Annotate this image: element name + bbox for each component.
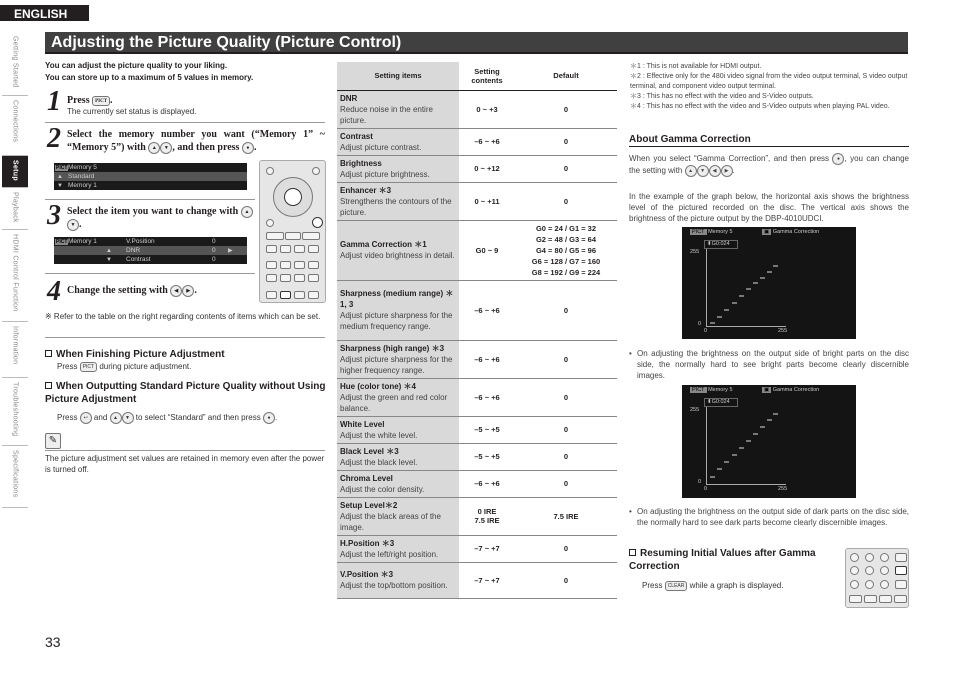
setting-item-cell bbox=[337, 340, 459, 378]
setting-name: V.Position ＊3 bbox=[340, 570, 394, 579]
default-line: G4 = 80 / G5 = 96 bbox=[535, 245, 597, 255]
step-1-text: Press PICT . bbox=[67, 95, 113, 106]
cursor-right-icon: ▶ bbox=[721, 165, 733, 177]
range-line: 0 IRE bbox=[477, 507, 497, 516]
standard-text: Press ↩ and ▲ ▼ to select “Standard” and then press ● . bbox=[57, 413, 278, 423]
x-max-label: 255 bbox=[778, 486, 788, 492]
remote-button bbox=[266, 232, 284, 240]
setting-name: Chroma Level bbox=[340, 473, 393, 483]
osd-row-selected: ▲ DNR 0 ▶ bbox=[54, 246, 247, 255]
setting-item-cell bbox=[337, 378, 459, 416]
pict-key-icon: PICT bbox=[92, 96, 110, 106]
setting-description: Adjust the green and red color balance. bbox=[340, 392, 448, 413]
finishing-text: Press PICT during picture adjustment. bbox=[57, 362, 192, 371]
setting-description: Reduce noise in the entire picture. bbox=[340, 104, 433, 125]
graph-value-box: ⬍G0:024 bbox=[704, 240, 738, 249]
col-setting-contents: Setting contents bbox=[459, 62, 515, 90]
divider bbox=[45, 273, 255, 274]
gamma-para-2: In the example of the graph below, the horizontal axis shows the brightness level of the pictured recorded on the disc. The vertical axis shows the brightness of the picture output by the DBP-4010UDCI. bbox=[629, 192, 909, 223]
setting-item-cell bbox=[337, 470, 459, 497]
cursor-up-icon: ▲ bbox=[685, 165, 697, 177]
step-3-text: Select the item you want to change with ▲▼ . bbox=[67, 205, 253, 231]
default-line: G0 = 24 / G1 = 32 bbox=[535, 223, 597, 233]
setting-default-cell: 0 bbox=[515, 155, 617, 182]
setting-default-cell: 0 bbox=[515, 340, 617, 378]
setting-range-cell bbox=[459, 497, 515, 535]
setting-name: H.Position ＊3 bbox=[340, 538, 395, 548]
setting-name: Sharpness (medium range) ＊1, 3 bbox=[340, 289, 454, 309]
remote-button bbox=[280, 274, 291, 282]
refer-note: ※ Refer to the table on the right regarding contents of items which can be set. bbox=[45, 312, 321, 321]
y-max-label: 255 bbox=[690, 249, 700, 255]
table-row bbox=[337, 280, 617, 340]
osd-row-selected: ▲ Standard bbox=[54, 172, 247, 181]
setting-name: Black Level ＊3 bbox=[340, 446, 399, 456]
table-row bbox=[337, 155, 617, 182]
setting-item-cell bbox=[337, 155, 459, 182]
resume-text: Press CLEAR while a graph is displayed. bbox=[642, 581, 784, 590]
table-row bbox=[337, 128, 617, 155]
language-label: ENGLISH bbox=[0, 5, 89, 21]
osd-row: PICT Memory 5 bbox=[56, 164, 97, 171]
setting-name: Setup Level＊2 bbox=[340, 500, 398, 510]
checkbox-icon bbox=[45, 350, 52, 357]
setting-range-cell: –6 ~ +6 bbox=[459, 470, 515, 497]
setting-item-cell bbox=[337, 535, 459, 562]
memo-note: The picture adjustment set values are retained in memory even after the power is turned off. bbox=[45, 454, 325, 474]
setting-default-cell: 0 bbox=[515, 182, 617, 220]
default-line: G6 = 128 / G7 = 160 bbox=[531, 256, 601, 266]
remote-button bbox=[266, 274, 277, 282]
setting-default-cell: 0 bbox=[515, 378, 617, 416]
remote-button bbox=[308, 261, 319, 269]
checkbox-icon bbox=[45, 382, 52, 389]
setting-item-cell bbox=[337, 220, 459, 280]
osd-picture-menu bbox=[54, 237, 247, 264]
setting-item-cell bbox=[337, 562, 459, 598]
step-1-sub: The currently set status is displayed. bbox=[67, 107, 197, 116]
remote-button bbox=[266, 219, 274, 227]
gamma-heading: About Gamma Correction bbox=[629, 134, 909, 147]
setting-item-cell bbox=[337, 280, 459, 340]
step-4-text: Change the setting with ◀ ▶ . bbox=[67, 285, 197, 296]
table-row bbox=[337, 443, 617, 470]
setting-range-cell: 0 ~ +3 bbox=[459, 90, 515, 128]
standard-heading: When Outputting Standard Picture Quality without Using Picture Adjustment bbox=[45, 381, 326, 405]
remote-button bbox=[302, 232, 320, 240]
setting-range-cell: –5 ~ +5 bbox=[459, 416, 515, 443]
table-row bbox=[337, 562, 617, 598]
cursor-down-icon: ▼ bbox=[67, 219, 79, 231]
tab-getting-started[interactable]: Getting Started bbox=[2, 32, 28, 96]
setting-range-cell: G0 ~ 9 bbox=[459, 220, 515, 280]
divider bbox=[45, 122, 325, 123]
remote-button bbox=[266, 167, 274, 175]
step-number-3: 3 bbox=[47, 200, 61, 231]
step-2-text: Select the memory number you want (“Memory 1” ~ “Memory 5”) with ▲ ▼ , and then press ● . bbox=[67, 129, 325, 153]
setting-item-cell bbox=[337, 128, 459, 155]
remote-button bbox=[294, 274, 305, 282]
y-min-label: 0 bbox=[698, 479, 702, 485]
tab-specifications[interactable]: Specifications bbox=[2, 446, 28, 508]
setting-item-cell bbox=[337, 416, 459, 443]
finishing-heading: When Finishing Picture Adjustment bbox=[45, 348, 325, 361]
gamma-bullet-2: • On adjusting the brightness on the output side of dark parts on the disc side, the normally hard to see dark parts become clearly discernible images. bbox=[629, 507, 909, 527]
setting-item-cell bbox=[337, 443, 459, 470]
cursor-down-icon: ▼ bbox=[697, 165, 709, 177]
setting-range-cell: –6 ~ +6 bbox=[459, 280, 515, 340]
graph-dashes bbox=[682, 227, 856, 339]
remote-button bbox=[294, 291, 305, 299]
remote-button bbox=[294, 261, 305, 269]
setting-default-cell: 0 bbox=[515, 280, 617, 340]
tab-troubleshooting[interactable]: Troubleshooting bbox=[2, 378, 28, 446]
gamma-graph-bright: PICT Memory 5 ▣ Gamma Correction ⬍G0:024 255 0 0 255 bbox=[682, 227, 856, 339]
tab-connections[interactable]: Connections bbox=[2, 96, 28, 156]
setting-range-cell: 0 ~ +11 bbox=[459, 182, 515, 220]
setting-description: Adjust picture brightness. bbox=[340, 169, 430, 179]
setting-range-cell: –7 ~ +7 bbox=[459, 535, 515, 562]
range-line: 7.5 IRE bbox=[474, 516, 500, 525]
setting-name: Brightness bbox=[340, 158, 382, 168]
page-number: 33 bbox=[45, 634, 61, 650]
x-max-label: 255 bbox=[778, 328, 788, 334]
graph-header: PICT Memory 5 bbox=[692, 387, 733, 393]
enter-key-icon: ● bbox=[832, 153, 844, 165]
cursor-down-icon: ▼ bbox=[122, 412, 134, 424]
remote-button bbox=[308, 274, 319, 282]
x-min-label: 0 bbox=[704, 486, 708, 492]
setting-range-cell: –7 ~ +7 bbox=[459, 562, 515, 598]
setting-name: White Level bbox=[340, 419, 385, 429]
default-line: G2 = 48 / G3 = 64 bbox=[535, 234, 597, 244]
pict-button bbox=[280, 291, 291, 299]
table-row bbox=[337, 182, 617, 220]
clear-key-icon: CLEAR bbox=[665, 581, 688, 591]
setting-description: Adjust picture sharpness for the higher frequency range. bbox=[340, 354, 453, 375]
setting-default-cell bbox=[515, 220, 617, 280]
remote-button bbox=[266, 245, 277, 253]
setting-range-cell: –6 ~ +6 bbox=[459, 340, 515, 378]
gamma-bullet-1: • On adjusting the brightness on the output side of bright parts on the disc side, the normally hard to see bright parts become clearly discernible images. bbox=[629, 349, 909, 380]
y-max-label: 255 bbox=[690, 407, 700, 413]
setting-range-cell: –6 ~ +6 bbox=[459, 128, 515, 155]
setting-item-cell bbox=[337, 497, 459, 535]
col-default: Default bbox=[515, 62, 617, 90]
x-min-label: 0 bbox=[704, 328, 708, 334]
setting-default-cell: 7.5 IRE bbox=[515, 497, 617, 535]
table-row bbox=[337, 378, 617, 416]
setting-range-cell: –6 ~ +6 bbox=[459, 378, 515, 416]
setting-description: Adjust the white level. bbox=[340, 430, 418, 440]
setting-default-cell: 0 bbox=[515, 416, 617, 443]
return-key-icon: ↩ bbox=[80, 412, 92, 424]
divider bbox=[45, 199, 255, 200]
setting-name: Gamma Correction ＊1 bbox=[340, 240, 427, 249]
setting-name: Contrast bbox=[340, 131, 373, 141]
table-row bbox=[337, 497, 617, 535]
remote-button bbox=[280, 245, 291, 253]
setting-name: DNR bbox=[340, 93, 358, 103]
cursor-down-icon: ▼ bbox=[160, 142, 172, 154]
table-row bbox=[337, 535, 617, 562]
memo-pencil-icon: ✎ bbox=[45, 433, 61, 449]
section-tabs bbox=[0, 32, 30, 508]
setting-description: Strengthens the contours of the picture. bbox=[340, 196, 452, 217]
setting-default-cell: 0 bbox=[515, 535, 617, 562]
intro-text: You can adjust the picture quality to your liking. You can store up to a maximum of 5 values in memory. bbox=[45, 61, 254, 82]
right-arrow-icon: ▶ bbox=[228, 248, 233, 254]
tab-hdmi-control[interactable]: HDMI Control Function bbox=[2, 230, 28, 322]
remote-keypad-illustration bbox=[845, 548, 909, 608]
remote-button bbox=[266, 291, 277, 299]
setting-name: Enhancer ＊3 bbox=[340, 185, 392, 195]
setting-description: Adjust the black level. bbox=[340, 457, 418, 467]
osd-memory-menu bbox=[54, 163, 247, 190]
default-line: G8 = 192 / G9 = 224 bbox=[531, 267, 601, 277]
remote-button bbox=[308, 245, 319, 253]
cursor-left-icon: ◀ bbox=[709, 165, 721, 177]
tab-information[interactable]: Information bbox=[2, 322, 28, 378]
table-row bbox=[337, 220, 617, 280]
col-setting-items: Setting items bbox=[337, 62, 459, 90]
table-row bbox=[337, 90, 617, 128]
osd-row: ▼ Contrast 0 bbox=[106, 256, 216, 263]
enter-key-icon: ● bbox=[263, 412, 275, 424]
setting-default-cell: 0 bbox=[515, 90, 617, 128]
remote-button bbox=[308, 291, 319, 299]
graph-dashes bbox=[682, 385, 856, 498]
table-row bbox=[337, 470, 617, 497]
divider bbox=[45, 450, 325, 451]
footnotes: ＊1 : This is not available for HDMI output. ＊2 : Effective only for the 480i video signal from the video output terminal, S video output terminal, and component video output terminal. ＊3 : This has no effect with the video and S-Video outputs. ＊4 : This has no effect with the video and S-Video outputs when playing PAL video. bbox=[630, 63, 908, 110]
gamma-graph-dark: PICT Memory 5 ▣ Gamma Correction ⬍G0:024 255 0 0 255 bbox=[682, 385, 856, 498]
gamma-para-1: When you select “Gamma Correction”, and then press ● , you can change the setting with ▲ ▼ ◀ ▶ . bbox=[629, 154, 909, 176]
page-title: Adjusting the Picture Quality (Picture Control) bbox=[45, 32, 908, 54]
remote-button bbox=[266, 261, 277, 269]
setting-range-cell: 0 ~ +12 bbox=[459, 155, 515, 182]
setting-default-cell: 0 bbox=[515, 470, 617, 497]
cursor-left-icon: ◀ bbox=[170, 285, 182, 297]
setting-description: Adjust picture sharpness for the medium frequency range. bbox=[340, 311, 453, 331]
enter-key-icon: ● bbox=[242, 142, 254, 154]
table-header-row bbox=[337, 62, 617, 90]
setting-name: Hue (color tone) ＊4 bbox=[340, 381, 417, 391]
checkbox-icon bbox=[629, 549, 636, 556]
setting-description: Adjust picture contrast. bbox=[340, 142, 422, 152]
pict-key-icon: PICT bbox=[80, 362, 97, 372]
tab-playback[interactable]: Playback bbox=[2, 188, 28, 230]
setting-default-cell: 0 bbox=[515, 128, 617, 155]
remote-button bbox=[294, 245, 305, 253]
tab-setup[interactable]: Setup bbox=[2, 156, 28, 188]
setting-range-cell: –5 ~ +5 bbox=[459, 443, 515, 470]
graph-header: PICT Memory 5 bbox=[692, 229, 733, 235]
setting-description: Adjust the top/bottom position. bbox=[340, 581, 448, 590]
step-number-4: 4 bbox=[47, 276, 61, 307]
setting-description: Adjust the color density. bbox=[340, 484, 425, 494]
clear-button bbox=[895, 566, 907, 575]
remote-control-illustration bbox=[259, 160, 326, 303]
osd-row: PICT Memory 1 V.Position 0 bbox=[56, 238, 216, 245]
setting-item-cell bbox=[337, 182, 459, 220]
setting-item-cell bbox=[337, 90, 459, 128]
resume-heading: Resuming Initial Values after Gamma Correction bbox=[629, 548, 816, 572]
table-row bbox=[337, 340, 617, 378]
divider bbox=[45, 337, 325, 338]
setting-description: Adjust the left/right position. bbox=[340, 549, 439, 559]
setting-description: Adjust video brightness in detail. bbox=[340, 251, 455, 260]
return-button bbox=[312, 217, 323, 228]
cursor-right-icon: ▶ bbox=[182, 285, 194, 297]
setting-default-cell: 0 bbox=[515, 443, 617, 470]
graph-value-box: ⬍G0:024 bbox=[704, 398, 738, 407]
osd-row: ▼ Memory 1 bbox=[57, 182, 97, 189]
cursor-up-icon: ▲ bbox=[241, 206, 253, 218]
table-row bbox=[337, 416, 617, 443]
remote-button bbox=[312, 167, 320, 175]
y-min-label: 0 bbox=[698, 321, 702, 327]
setting-description: Adjust the black areas of the image. bbox=[340, 511, 441, 532]
setting-name: Sharpness (high range) ＊3 bbox=[340, 343, 445, 353]
remote-button bbox=[280, 261, 291, 269]
step-number-1: 1 bbox=[47, 86, 61, 117]
settings-table bbox=[337, 62, 617, 599]
cursor-up-icon: ▲ bbox=[148, 142, 160, 154]
cursor-up-icon: ▲ bbox=[110, 412, 122, 424]
setting-default-cell: 0 bbox=[515, 562, 617, 598]
step-number-2: 2 bbox=[47, 123, 61, 154]
enter-button bbox=[284, 188, 302, 206]
remote-button bbox=[285, 232, 301, 240]
